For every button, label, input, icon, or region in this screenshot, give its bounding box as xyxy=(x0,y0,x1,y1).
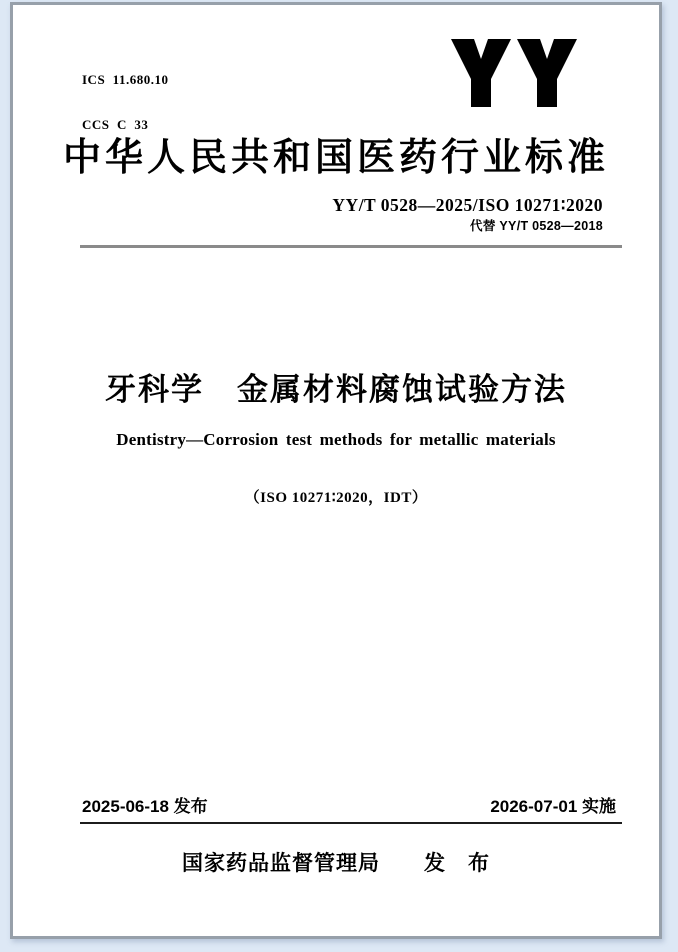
dates-row xyxy=(82,796,616,818)
ccs-code: CCS C 33 xyxy=(82,117,149,132)
yy-logo-text xyxy=(451,108,452,109)
implementation-date: 2026-07-01 实施 xyxy=(490,797,616,816)
yy-standard-logo xyxy=(451,38,577,108)
standard-title-chinese: 牙科学 金属材料腐蚀试验方法 xyxy=(105,372,567,408)
standard-title-english: Dentistry—Corrosion test methods for metallic materials xyxy=(116,430,556,449)
bottom-divider-rule xyxy=(80,822,622,824)
org-heading: 中华人民共和国医药行业标准 xyxy=(62,135,609,179)
publisher-line: 国家药品监督管理局 发 布 xyxy=(182,851,490,875)
ics-code: ICS 11.680.10 xyxy=(82,72,169,87)
yy-logo-icon xyxy=(451,38,577,108)
issue-date: 2025-06-18 发布 xyxy=(82,797,208,816)
standard-cover-page xyxy=(10,2,662,939)
standard-number-block xyxy=(82,195,603,234)
iso-equivalence-note: （ISO 10271∶2020，IDT） xyxy=(244,490,428,506)
supersedes-note: 代替 YY/T 0528—2018 xyxy=(470,219,603,233)
top-divider-rule xyxy=(80,245,622,248)
standard-number: YY/T 0528—2025/ISO 10271∶2020 xyxy=(332,195,603,215)
